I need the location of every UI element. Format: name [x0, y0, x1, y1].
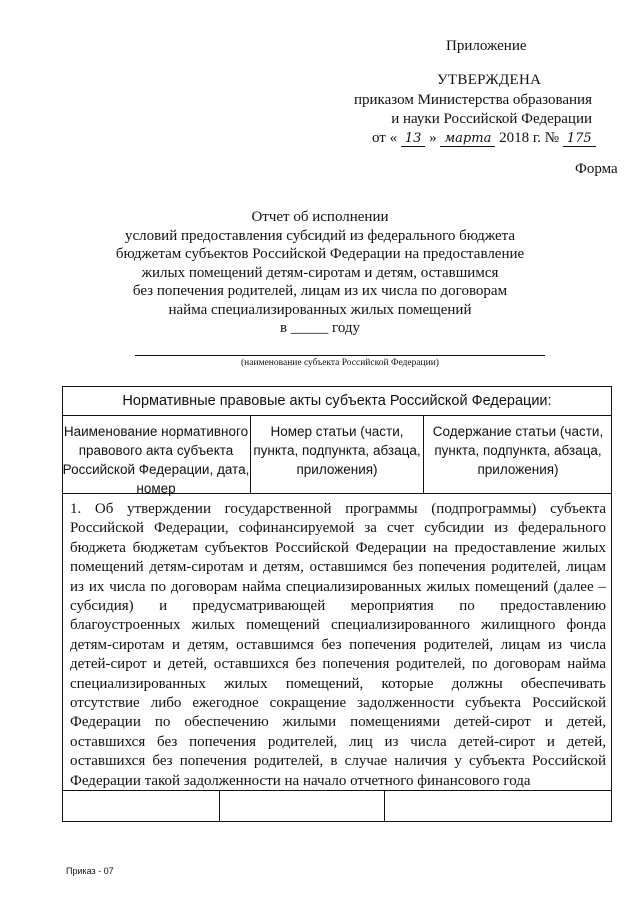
order-line-1: приказом Министерства образования — [354, 92, 592, 108]
date-day: 13 — [401, 131, 426, 147]
footer-note: Приказ - 07 — [66, 866, 114, 876]
report-title — [80, 208, 560, 338]
order-line-2: и науки Российской Федерации — [391, 111, 592, 127]
title-line-5: без попечения родителей, лицам из их числа по договорам — [132, 283, 508, 299]
title-line-6: найма специализированных жилых помещений — [168, 301, 472, 318]
date-month: марта — [440, 131, 495, 147]
title-line-7: в _____ году — [279, 320, 361, 336]
date-mid: » — [429, 130, 437, 146]
date-prefix: от « — [372, 130, 398, 146]
form-label: Форма — [575, 161, 618, 177]
empty-cell-3 — [385, 790, 612, 822]
table-item-1: 1. Об утверждении государственной программы (подпрограммы) субъекта Российской Федерации, софинансируемой за счет субсидии из федерального бюджета бюджетам субъектов Российской Федерации на предоставление жилых помещений детям-сиротам и детям, оставшимся без попечения родителей, лицам из их числа по договорам найма специализированных жилых помещений (далее – субсидия) и предусматривающей мероприятия по предоставлению благоустроенных жилых помещений специализированного жилищного фонда детям-сиротам и детям, оставшимся без попечения родителей, лицам из числа детей-сирот и детей, оставшихся без попечения родителей, по договорам найма специализированных жилых помещений, которые должны обеспечивать отсутствие либо ежегодное сокращение задолженности субъекта Российской Федерации по обеспечению жилыми помещениями детей-сирот и детей, оставшихся без попечения родителей, лиц из числа детей-сирот и детей, оставшихся без попечения родителей, в случае наличия у субъекта Российской Федерации такой задолженности на начало отчетного финансового года — [70, 501, 606, 789]
title-line-3: бюджетам субъектов Российской Федерации на предоставление — [115, 246, 525, 262]
title-line-2: условий предоставления субсидий из федерального бюджета — [124, 227, 516, 244]
subject-name-line — [135, 355, 545, 356]
acts-header: Нормативные правовые акты субъекта Российской Федерации: — [62, 386, 612, 416]
order-number: 175 — [563, 131, 596, 147]
title-line-1: Отчет об исполнении — [251, 209, 389, 225]
order-date-line — [372, 130, 596, 147]
date-year: 2018 г. № — [499, 130, 560, 146]
empty-cell-2 — [220, 790, 385, 822]
column-header-article-content: Содержание статьи (части, пункта, подпункта, абзаца, приложения) — [424, 416, 612, 494]
subject-caption: (наименование субъекта Российской Федерации) — [241, 358, 439, 368]
column-header-article-number: Номер статьи (части, пункта, подпункта, абзаца, приложения) — [251, 416, 424, 494]
column-header-act-name: Наименование нормативного правового акта субъекта Российской Федерации, дата, номер — [62, 416, 251, 494]
title-line-4: жилых помещений детям-сиротам и детям, оставшимся — [141, 264, 499, 281]
approved-label: УТВЕРЖДЕНА — [437, 72, 542, 88]
appendix-label: Приложение — [446, 38, 527, 54]
empty-cell-1 — [62, 790, 220, 822]
